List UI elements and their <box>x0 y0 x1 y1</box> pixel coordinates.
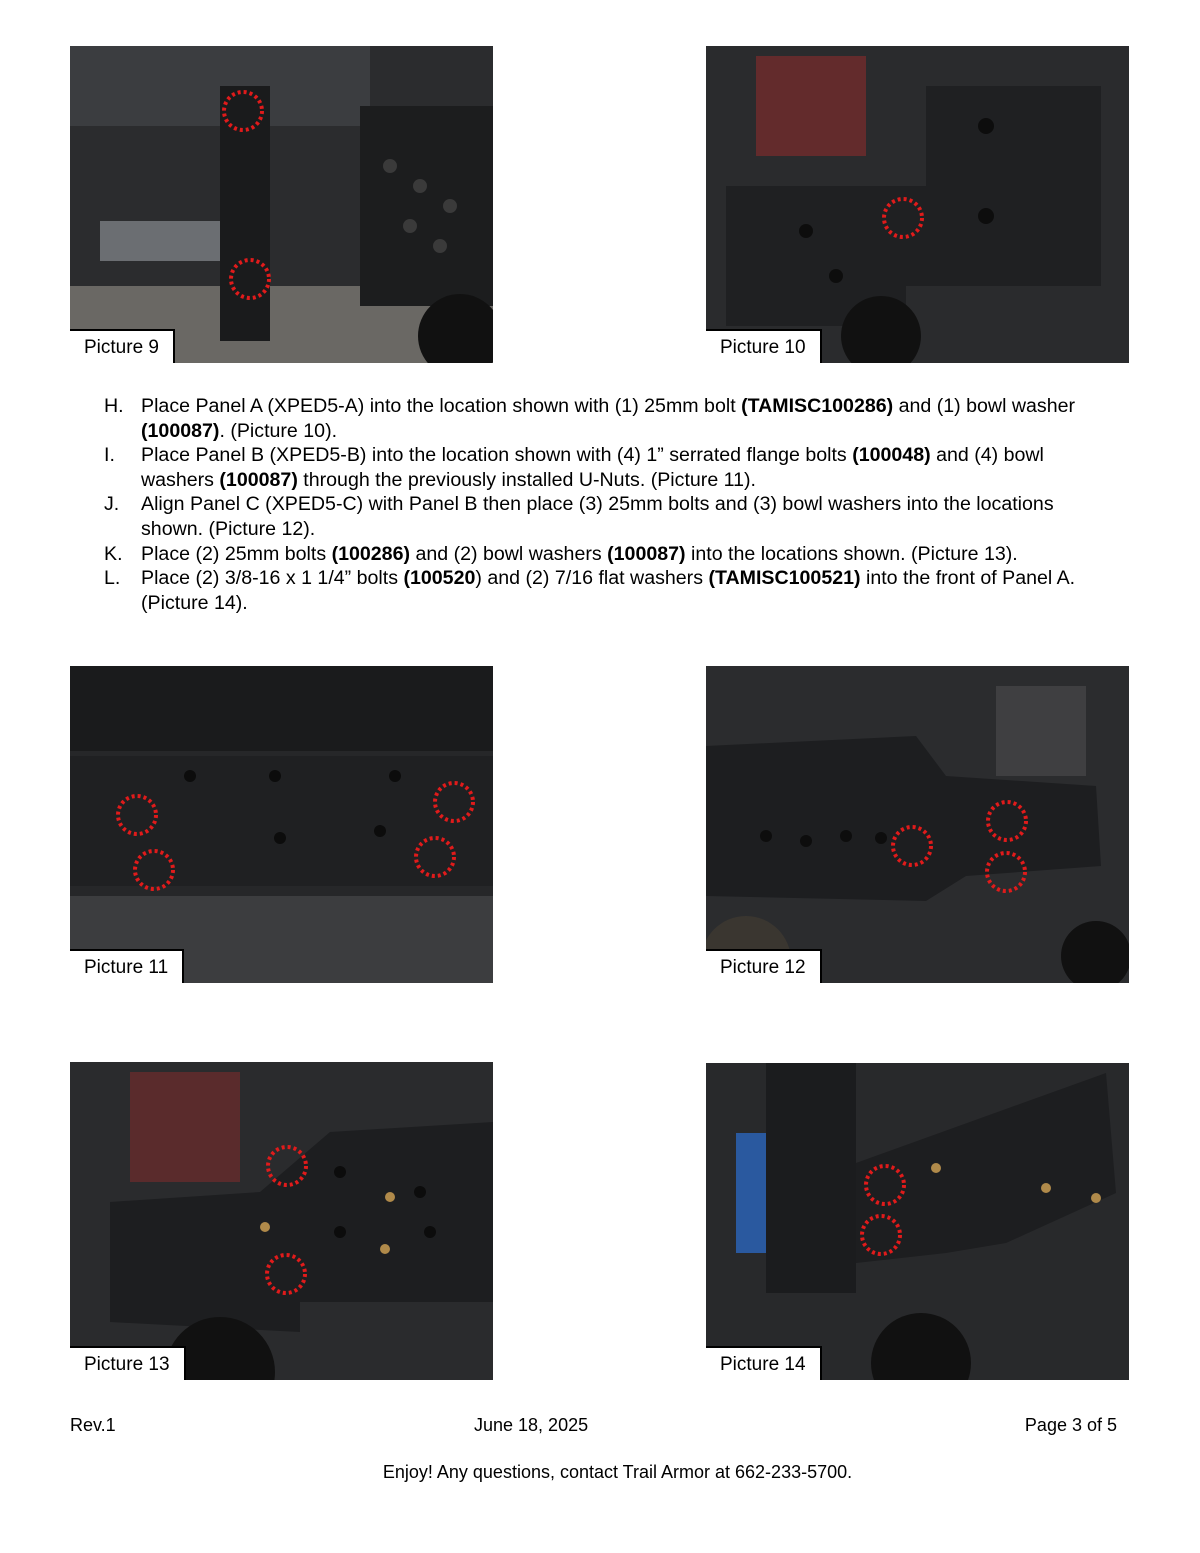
step-text-segment: Place (2) 25mm bolts <box>141 542 332 565</box>
picture-caption: Picture 9 <box>70 329 175 363</box>
highlight-circle <box>118 796 156 834</box>
footer-contact: Enjoy! Any questions, contact Trail Armor at 662-233-5700. <box>382 1462 853 1482</box>
footer-date: June 18, 2025 <box>474 1415 589 1435</box>
highlight-circle <box>893 827 931 865</box>
step-text-segment: and (4) bowl washers <box>141 444 1044 491</box>
highlight-circles <box>706 666 1129 983</box>
highlight-circles <box>706 1063 1129 1380</box>
highlight-circle <box>268 1147 306 1185</box>
part-number: (100520 <box>403 567 476 590</box>
step-text-segment: through the previously installed U-Nuts. (Picture 11). <box>297 468 756 491</box>
picture-caption: Picture 13 <box>70 1346 186 1380</box>
step-text <box>141 567 1075 614</box>
highlight-circle <box>987 853 1025 891</box>
highlight-circle <box>862 1216 900 1254</box>
highlight-circle <box>866 1166 904 1204</box>
step-text <box>141 444 1044 491</box>
highlight-circle <box>135 851 173 889</box>
highlight-circle <box>416 838 454 876</box>
instruction-step <box>104 566 1114 615</box>
picture-caption: Picture 12 <box>706 949 822 983</box>
part-number: (100087) <box>607 542 686 565</box>
part-number: (100048) <box>852 444 931 467</box>
step-text-segment: into the locations shown. (Picture 13). <box>685 542 1018 565</box>
instruction-steps <box>104 394 1114 615</box>
instruction-step <box>104 394 1114 443</box>
step-text-segment: Place Panel A (XPED5-A) into the location shown with (1) 25mm bolt <box>141 395 742 417</box>
footer-page-number: Page 3 of 5 <box>1024 1415 1117 1435</box>
step-text-segment: Align Panel C (XPED5-C) with Panel B then place (3) 25mm bolts and (3) bowl washers into the locations shown. (Picture 12). <box>141 493 1054 540</box>
highlight-circle <box>267 1255 305 1293</box>
step-marker: L. <box>104 567 121 590</box>
picture-14 <box>706 1063 1129 1380</box>
picture-10 <box>706 46 1129 363</box>
instruction-step <box>104 443 1114 492</box>
step-text-segment: into the front of Panel A. (Picture 14). <box>141 567 1076 614</box>
part-number: (100286) <box>331 542 410 565</box>
picture-caption: Picture 14 <box>706 1346 822 1380</box>
picture-11 <box>70 666 493 983</box>
highlight-circle <box>224 92 262 130</box>
part-number: (TAMISC100286) <box>741 395 894 417</box>
step-marker: K. <box>104 542 123 565</box>
step-text <box>141 395 1075 442</box>
picture-caption: Picture 11 <box>70 949 184 983</box>
part-number: (100087) <box>141 419 220 442</box>
step-text-segment: ) and (2) 7/16 flat washers <box>475 567 709 590</box>
step-text-segment: Place (2) 3/8-16 x 1 1/4” bolts <box>141 567 404 590</box>
highlight-circles <box>706 46 1129 363</box>
step-marker: I. <box>104 444 115 467</box>
step-text-segment: and (2) bowl washers <box>410 542 608 565</box>
picture-9 <box>70 46 493 363</box>
footer-revision: Rev.1 <box>70 1415 116 1435</box>
highlight-circles <box>70 1062 493 1380</box>
step-text <box>141 543 1018 565</box>
instruction-step <box>104 542 1114 567</box>
part-number: (100087) <box>219 468 298 491</box>
step-text-segment: Place Panel B (XPED5-B) into the location shown with (4) 1” serrated flange bolts <box>141 444 853 467</box>
picture-13 <box>70 1062 493 1380</box>
step-marker: J. <box>104 493 120 516</box>
highlight-circle <box>988 802 1026 840</box>
step-text-segment: and (1) bowl washer <box>893 395 1076 417</box>
part-number: (TAMISC100521) <box>708 567 861 590</box>
picture-caption: Picture 10 <box>706 329 822 363</box>
highlight-circle <box>231 260 269 298</box>
step-text <box>141 493 1054 540</box>
instruction-step <box>104 492 1114 541</box>
step-text-segment: . (Picture 10). <box>219 419 338 442</box>
highlight-circles <box>70 46 493 363</box>
highlight-circles <box>70 666 493 983</box>
highlight-circle <box>435 783 473 821</box>
picture-12 <box>706 666 1129 983</box>
step-marker: H. <box>104 395 124 417</box>
highlight-circle <box>884 199 922 237</box>
